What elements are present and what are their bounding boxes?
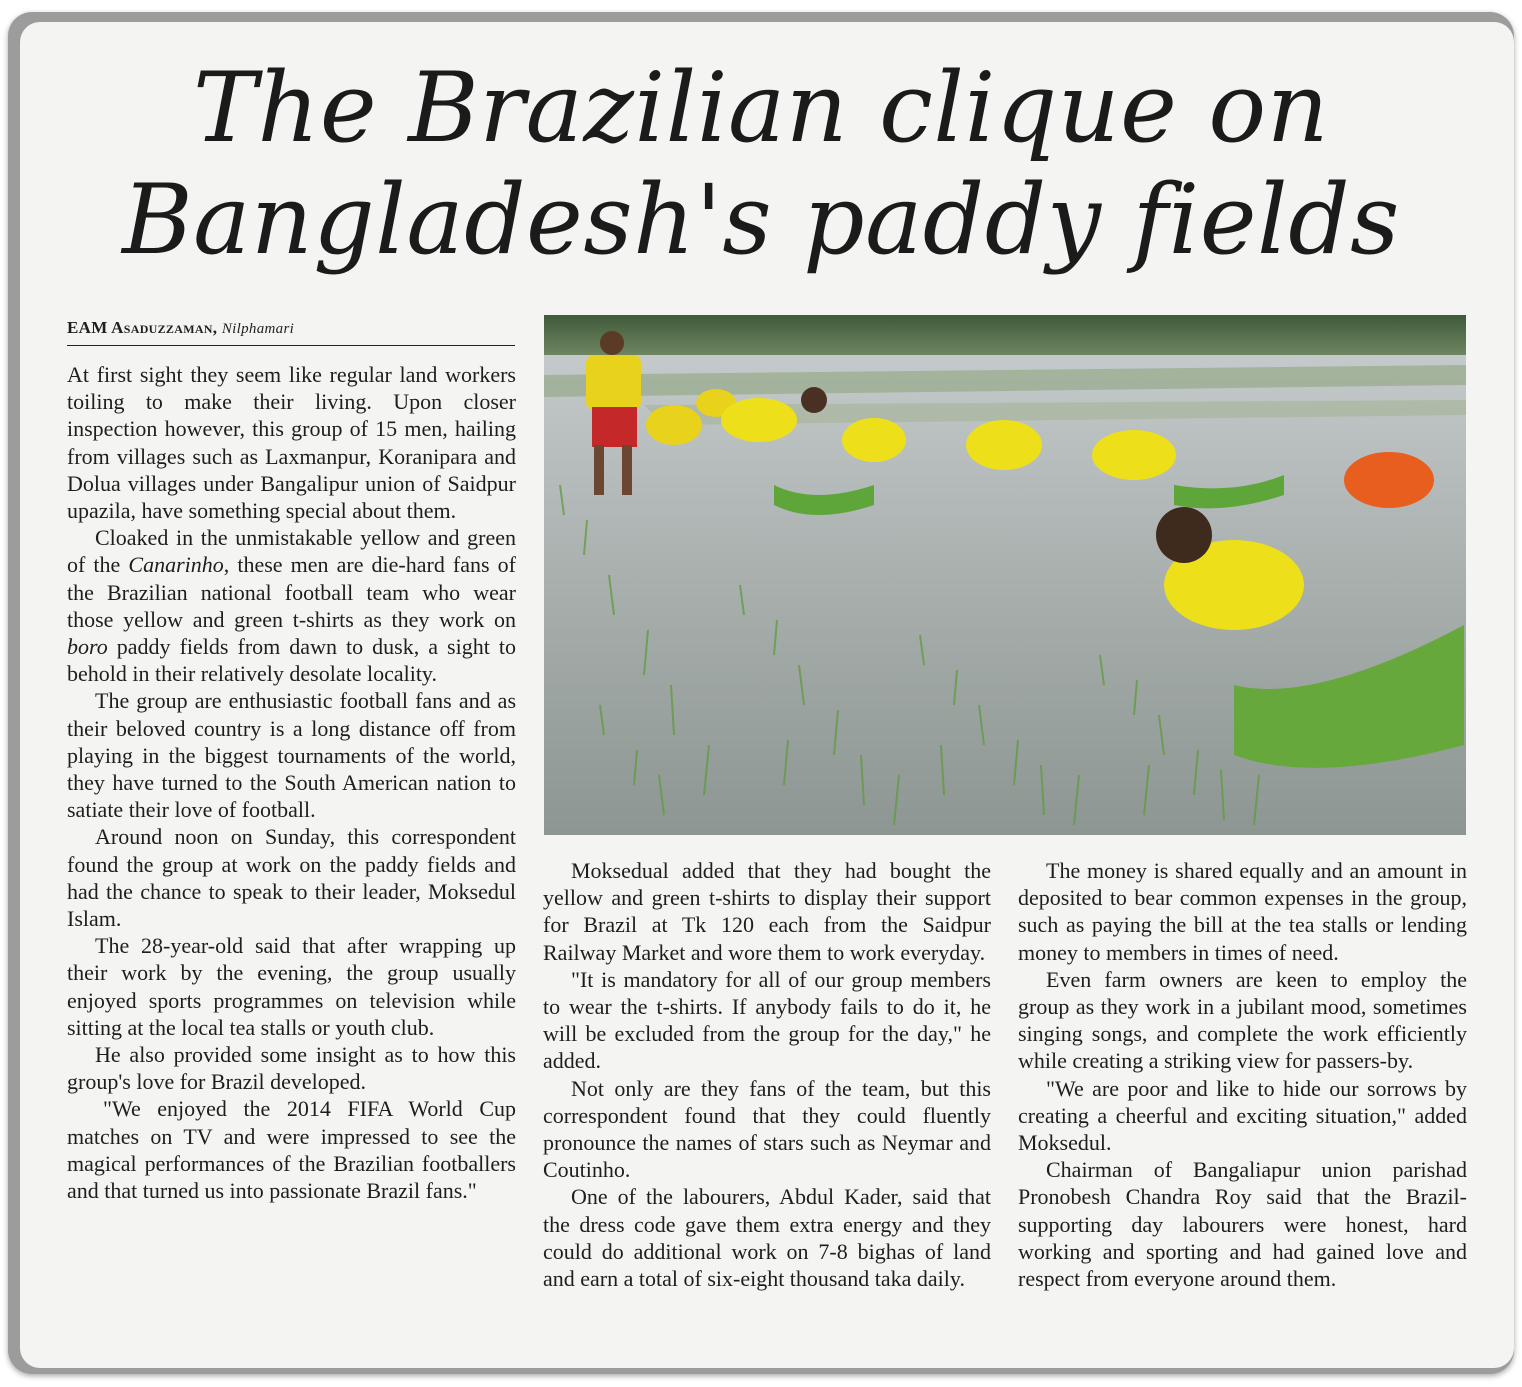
article-column-3 bbox=[1018, 857, 1467, 1292]
paragraph: Not only are they fans of the team, but this correspondent found that they could fluently pronounce the names of stars such as Neymar and Coutinho. bbox=[543, 1075, 991, 1183]
paragraph: Chairman of Bangaliapur union parishad Pronobesh Chandra Roy said that the Brazil-supporting day labourers were honest, hard working and sporting and had gained love and respect from everyone around them. bbox=[1018, 1157, 1467, 1292]
paragraph: "We are poor and like to hide our sorrows by creating a cheerful and exciting situation," added Moksedul. bbox=[1018, 1075, 1467, 1156]
paragraph: Moksedual added that they had bought the yellow and green t-shirts to display their support for Brazil at Tk 120 each from the Saidpur Railway Market and wore them to work everyday. bbox=[543, 858, 991, 965]
paragraph: The 28-year-old said that after wrapping up their work by the evening, the group usually enjoyed sports programmes on television while sitting at the local tea stalls or youth club. bbox=[67, 933, 516, 1040]
paragraph: One of the labourers, Abdul Kader, said that the dress code gave them extra energy and they could do additional work on 7-8 bighas of land and earn a total of six-eight thousand taka daily. bbox=[543, 1184, 991, 1292]
paragraph: Cloaked in the unmistakable yellow and green of the Canarinho, these men are die-hard fans of the Brazilian national football team who wear those yellow and green t-shirts as they work on boro paddy fields from dawn to dusk, a sight to behold in their relatively desolate locality. bbox=[67, 525, 516, 687]
paragraph: The money is shared equally and an amount in deposited to bear common expenses in the group, such as paying the bill at the tea stalls or lending money to members in times of need. bbox=[1018, 858, 1467, 965]
article-headline bbox=[0, 52, 1522, 276]
byline-location: Nilphamari bbox=[221, 321, 295, 337]
byline-author: EAM Asaduzzaman, bbox=[67, 318, 218, 337]
article-column-1 bbox=[67, 361, 516, 1204]
paragraph: "It is mandatory for all of our group members to wear the t-shirts. If anybody fails to do it, he will be excluded from the group for the day," he added. bbox=[543, 966, 991, 1074]
headline-line-2: Bangladesh's paddy fields bbox=[122, 164, 1400, 276]
quote-paragraph: "We enjoyed the 2014 FIFA World Cup matches on TV and were impressed to see the magical performances of the Brazilian footballers and that turned us into passionate Brazil fans." bbox=[67, 1096, 516, 1204]
paragraph: At first sight they seem like regular land workers toiling to make their living. Upon closer inspection however, this group of 15 men, hailing from villages such as Laxmanpur, Koranipara and Dolua villages under Bangalipur union of Saidpur upazila, have something special about them. bbox=[67, 362, 516, 524]
headline-line-1: The Brazilian clique on bbox=[192, 52, 1330, 164]
rice-field-workers-photo-icon bbox=[544, 315, 1466, 835]
byline bbox=[67, 318, 515, 346]
article-column-2 bbox=[543, 857, 991, 1292]
paragraph: Around noon on Sunday, this correspondent found the group at work on the paddy fields and had the chance to speak to their leader, Moksedul Islam. bbox=[67, 824, 516, 932]
paragraph: Even farm owners are keen to employ the group as they work in a jubilant mood, sometimes singing songs, and complete the work efficiently while creating a striking view for passers-by. bbox=[1018, 966, 1467, 1074]
paragraph: He also provided some insight as to how this group's love for Brazil developed. bbox=[67, 1042, 516, 1095]
paragraph: The group are enthusiastic football fans and as their beloved country is a long distance off from playing in the biggest tournaments of the world, they have turned to the South American nation to satiate their love of football. bbox=[67, 688, 516, 823]
article-photo bbox=[544, 315, 1466, 835]
